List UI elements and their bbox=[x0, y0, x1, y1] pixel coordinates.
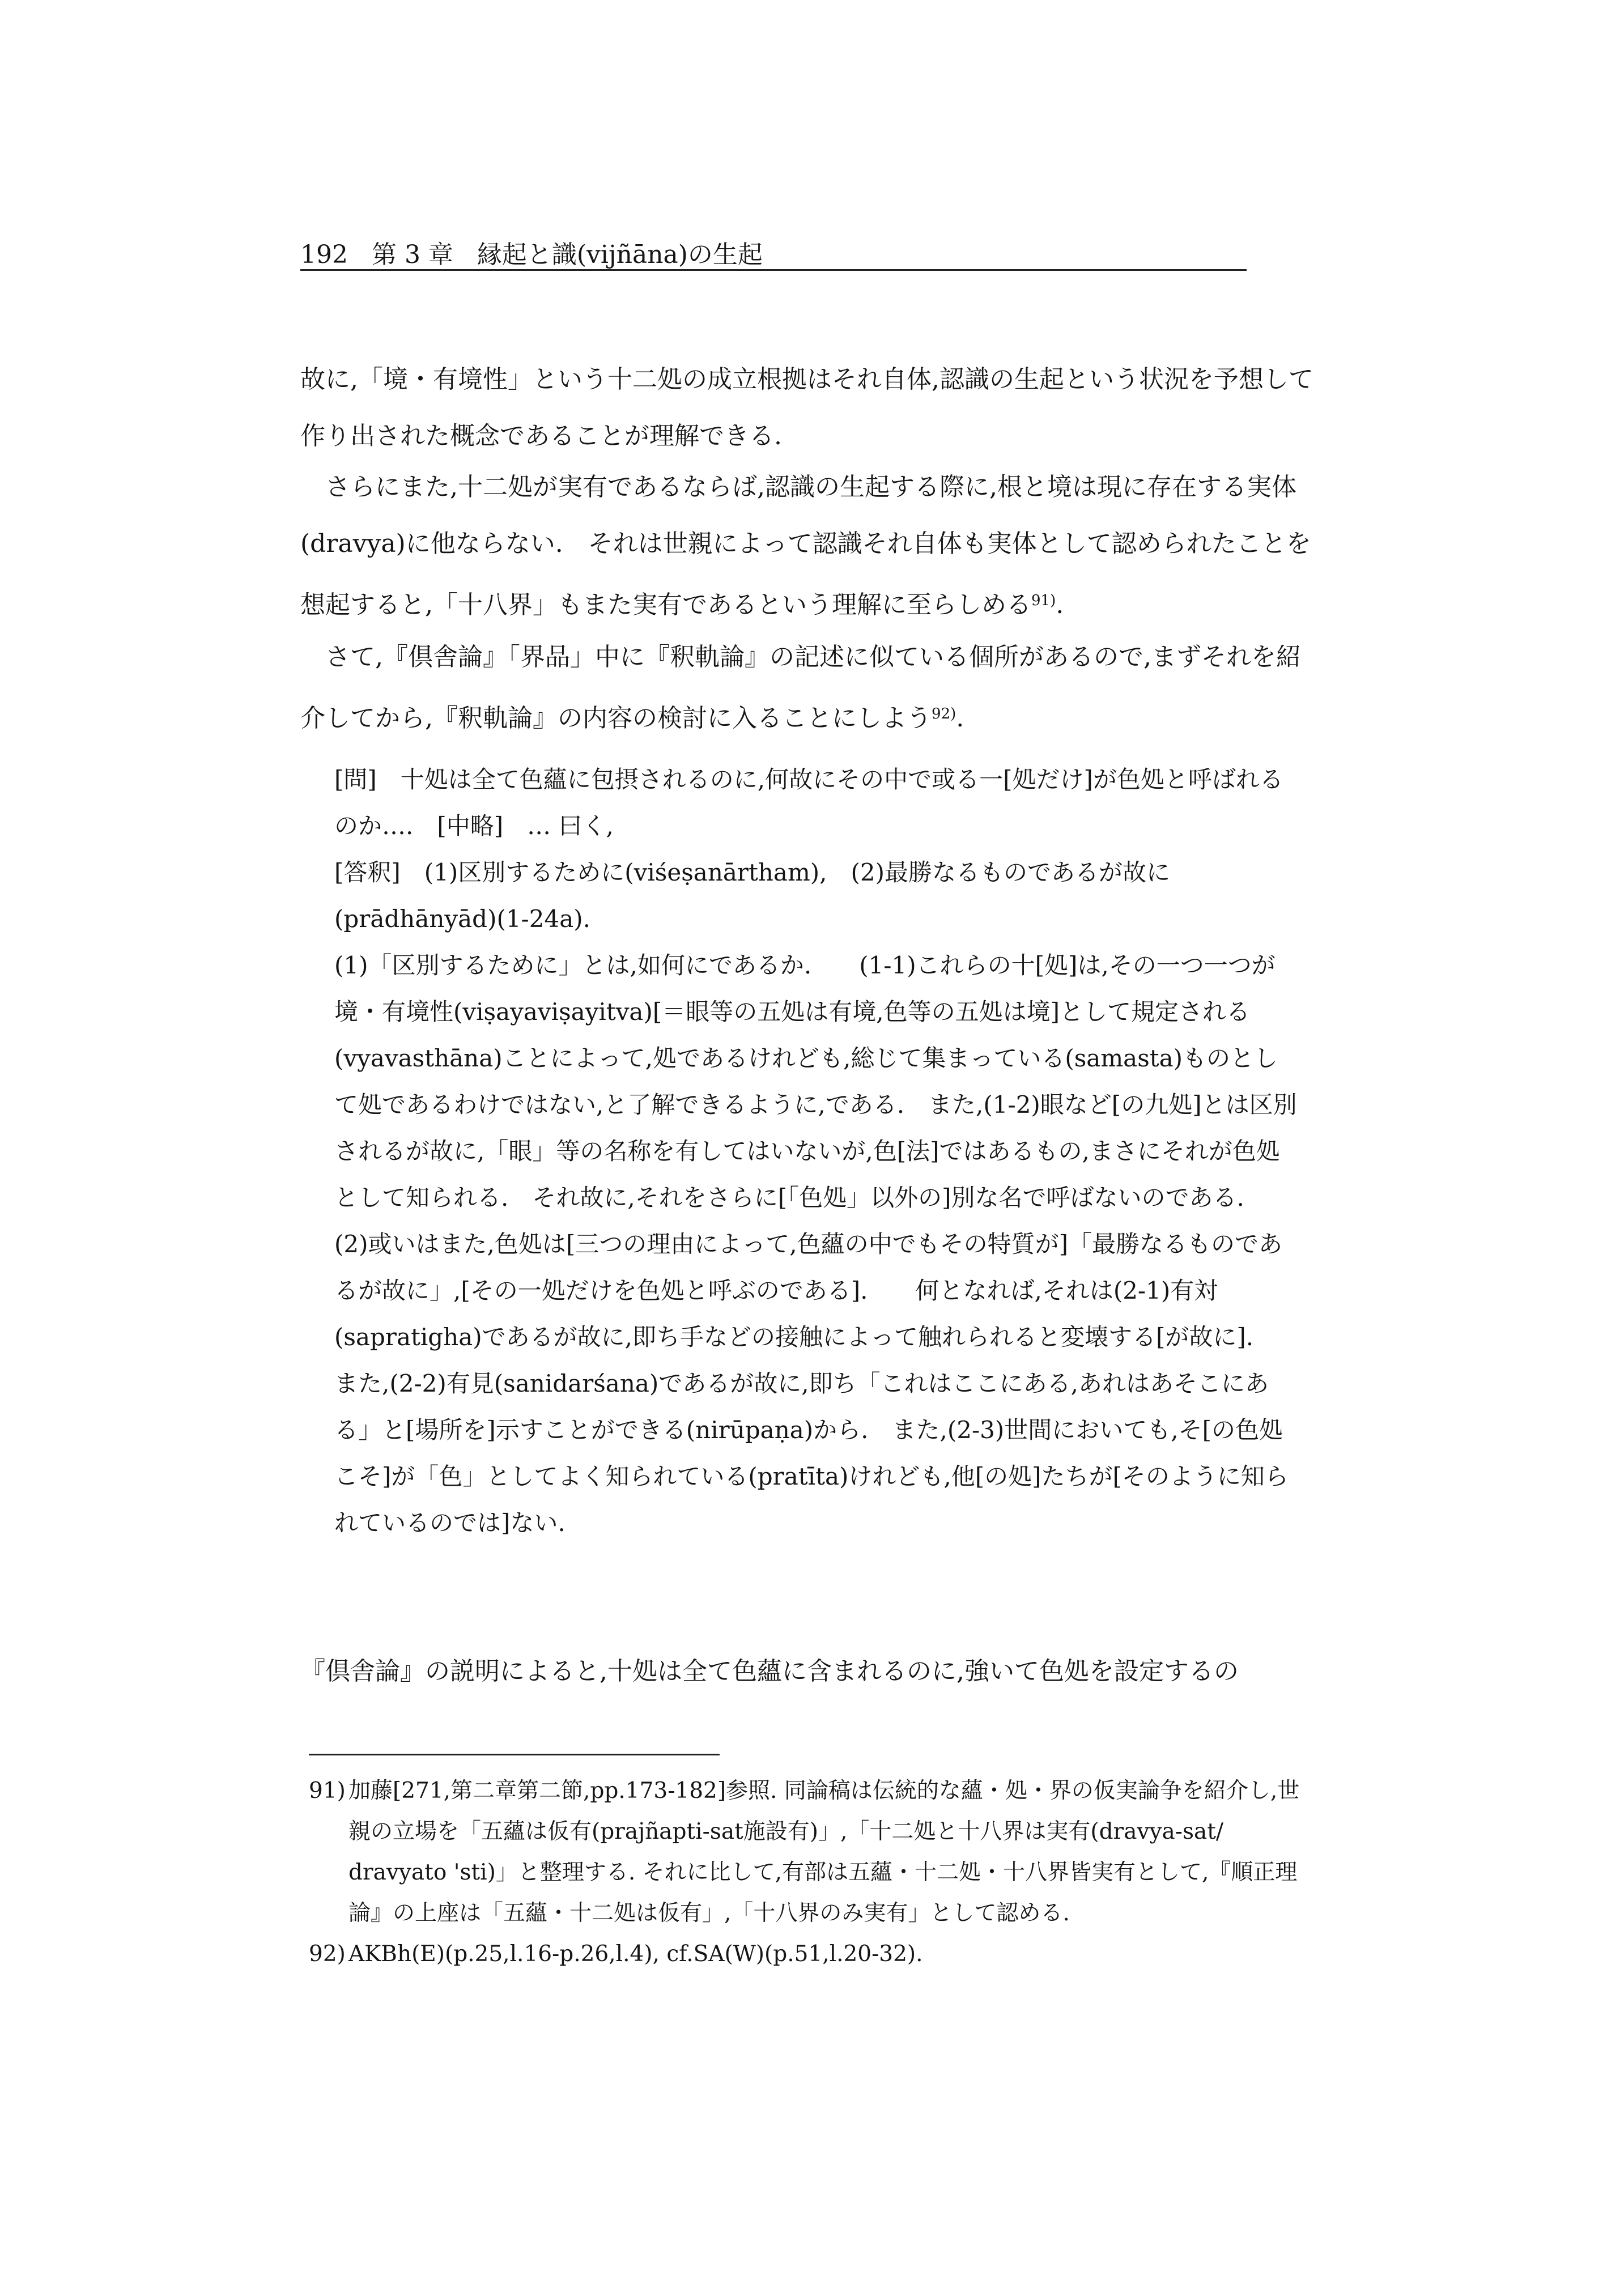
footnote-text: 加藤[271,第二章第二節,pp.173-182]参照. 同論稿は伝統的な蘊・処・界の仮実論争を紹介し,世親の立場を「五蘊は仮有(prajñapti-sat施設有)」,「十二処と十八界は実有(dravya-sat/ dravyato 'sti)」と整理する. それに比して,有部は五蘊・十二処・十八界皆実有として,『順正理論』の上座は「五蘊・十二処は仮有」,「十八界のみ実有」として認める. bbox=[348, 1778, 1300, 1926]
footnote-ref-92: 92) bbox=[931, 705, 956, 722]
running-header bbox=[300, 238, 1247, 272]
footnote-92 bbox=[309, 1934, 1317, 1975]
quote-explanation-1: (1)「区別するために」とは,如何にであるか. (1-1)これらの十[処]は,その一つ一つが境・有境性(viṣayaviṣayitva)[＝眼等の五処は有境,色等の五処は境]として規定される(vyavasthāna)ことによって,処であるけれども,総じて集まっている(samasta)ものとして処であるわけではない,と了解できるように,である. また,(1-2)眼など[の九処]とは区別されるが故に,「眼」等の名称を有してはいないが,色[法]ではあるもの,まさにそれが色処として知られる. それ故に,それをさらに[「色処」以外の]別な名で呼ばないのである. bbox=[334, 951, 1297, 1211]
paragraph-1: 故に,「境・有境性」という十二処の成立根拠はそれ自体,認識の生起という状況を予想して作り出された概念であることが理解できる. bbox=[300, 365, 1313, 450]
paragraph-3: さて,『倶舎論』「界品」中に『釈軌論』の記述に似ている個所があるので,まずそれを紹介してから,『釈軌論』の内容の検討に入ることにしよう$^{92)}$. bbox=[300, 643, 1301, 733]
chapter-number: 第 3 章 bbox=[371, 240, 453, 269]
paragraph-2: さらにまた,十二処が実有であるならば,認識の生起する際に,根と境は現に存在する実体(dravya)に他ならない. それは世親によって認識それ自体も実体として認められたことを想起すると,「十八界」もまた実有であるという理解に至らしめる$^{91)}$. bbox=[300, 473, 1311, 619]
quote-question: [問] 十処は全て色蘊に包摂されるのに,何故にその中で或る一[処だけ]が色処と呼ばれるのか…. [中略] … 曰く, bbox=[334, 766, 1283, 840]
footnote-number: 92) bbox=[309, 1941, 346, 1967]
paragraph-4: 『倶舎論』の説明によると,十処は全て色蘊に含まれるのに,強いて色処を設定するの bbox=[300, 1657, 1239, 1686]
quote-answer: [答釈] (1)区別するために(viśeṣanārtham), (2)最勝なるものであるが故に(prādhānyād)(1-24a). bbox=[334, 858, 1171, 933]
chapter-title: 縁起と識(vijñāna)の生起 bbox=[477, 240, 763, 269]
footnote-ref-91: 91) bbox=[1031, 592, 1056, 609]
footnotes bbox=[309, 1771, 1317, 1975]
page-number: 192 bbox=[300, 240, 348, 269]
footnote-rule bbox=[309, 1754, 720, 1755]
header-rule bbox=[300, 269, 1247, 271]
block-quote bbox=[334, 756, 1298, 1546]
footnote-number: 91) bbox=[309, 1778, 346, 1804]
footnote-text: AKBh(E)(p.25,l.16-p.26,l.4), cf.SA(W)(p.51,l.20-32). bbox=[348, 1941, 923, 1967]
quote-explanation-2: (2)或いはまた,色処は[三つの理由によって,色蘊の中でもその特質が]「最勝なるものであるが故に」,[その一処だけを色処と呼ぶのである]. 何となれば,それは(2-1)有対(sapratigha)であるが故に,即ち手などの接触によって触れられると変壊する[が故に]. また,(2-2)有見(sanidarśana)であるが故に,即ち「これはここにある,あれはあそこにある」と[場所を]示すことができる(nirūpaṇa)から. また,(2-3)世間においても,そ[の色処こそ]が「色」としてよく知られている(pratīta)けれども,他[の処]たちが[そのように知られているのでは]ない. bbox=[334, 1230, 1289, 1537]
footnote-91 bbox=[309, 1771, 1317, 1934]
